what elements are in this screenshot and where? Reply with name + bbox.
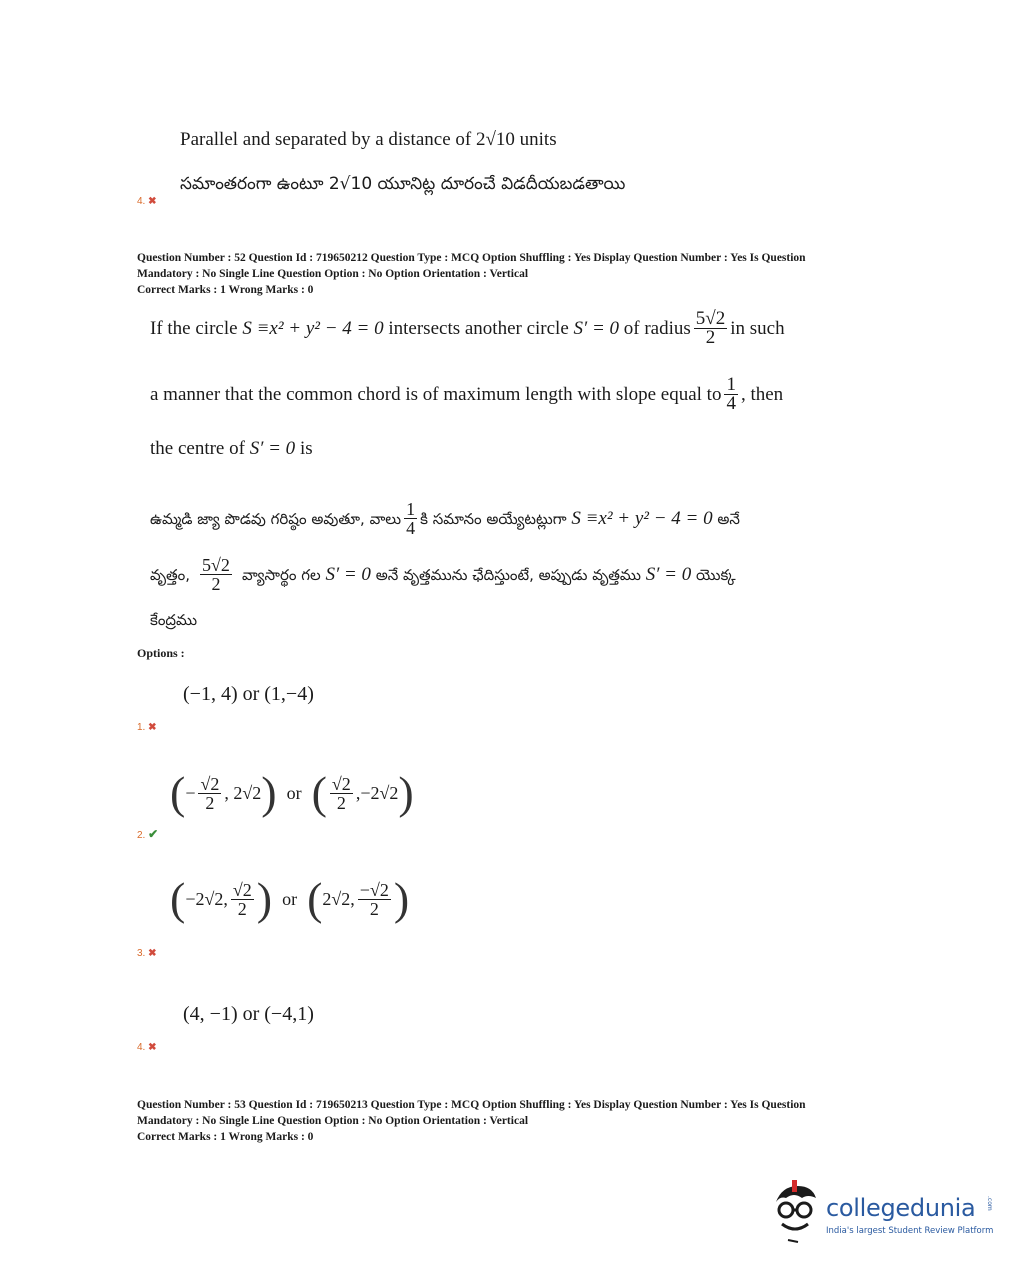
option-3-expression[interactable] — [170, 873, 410, 924]
option-part: ,−2√2 — [355, 782, 399, 803]
text-span: If the circle — [150, 317, 238, 339]
wrong-mark-icon: ✖ — [148, 722, 157, 733]
circle-sprime: S′ = 0 — [573, 317, 620, 339]
option-number-label: 4. — [137, 1042, 146, 1053]
option-part: 2√2, — [322, 888, 355, 909]
text-span: intersects another circle — [388, 317, 569, 339]
question-en-line-3 — [150, 437, 313, 461]
brand-tagline: India's largest Student Review Platform — [826, 1226, 994, 1236]
paren-left: ( — [307, 873, 323, 924]
option-fraction — [231, 881, 254, 918]
question-en-line-1 — [150, 310, 785, 347]
question-te-line-3: కేంద్రము — [150, 611, 198, 629]
question-52-meta — [137, 250, 897, 298]
fraction-numerator: −√2 — [359, 879, 389, 900]
text-span: of radius — [623, 317, 691, 339]
fraction-denominator: 2 — [205, 792, 215, 813]
slope-fraction — [724, 376, 738, 413]
fraction-numerator: √2 — [331, 773, 351, 794]
meta-line: Question Number : 52 Question Id : 719650212 Question Type : MCQ Option Shuffling : Yes Display Question Number : Yes Is Question — [137, 252, 806, 264]
option-part: −2√2, — [185, 888, 228, 909]
option-4-expression[interactable]: (4, −1) or (−4,1) — [183, 1003, 314, 1025]
text-span: ఉమ్మడి జ్యా పొడవు గరిష్ఠం అవుతూ, వాలు — [150, 509, 402, 528]
options-label: Options : — [137, 646, 185, 660]
option-number-label: 1. — [137, 722, 146, 733]
option-1-number — [137, 722, 157, 733]
text-span: వృత్తం, — [150, 565, 191, 584]
minus-sign: − — [185, 782, 196, 803]
meta-line: Correct Marks : 1 Wrong Marks : 0 — [137, 1131, 314, 1143]
question-53-meta — [137, 1097, 897, 1145]
meta-line: Correct Marks : 1 Wrong Marks : 0 — [137, 284, 314, 296]
paren-left: ( — [311, 767, 327, 818]
fraction-denominator: 2 — [705, 327, 716, 348]
or-label: or — [282, 888, 298, 909]
brand-name: collegedunia — [826, 1194, 976, 1222]
brand-suffix: .com — [986, 1196, 993, 1211]
paren-right: ) — [261, 767, 277, 818]
option-2-expression[interactable] — [170, 767, 414, 818]
wrong-mark-icon: ✖ — [148, 948, 157, 959]
collegedunia-logo — [768, 1180, 994, 1250]
option-1-expression[interactable]: (−1, 4) or (1,−4) — [183, 683, 314, 705]
fraction-denominator: 2 — [211, 574, 221, 594]
wrong-mark-icon: ✖ — [148, 1042, 157, 1053]
fraction-denominator: 2 — [369, 898, 379, 919]
radius-fraction — [694, 310, 727, 347]
correct-check-icon: ✔ — [148, 827, 159, 841]
fraction-numerator: 1 — [406, 499, 416, 519]
option-3-number — [137, 948, 157, 959]
fraction-numerator: √2 — [200, 773, 220, 794]
text-span: అనే వృత్తమును ఛేదిస్తుంటే, అప్పుడు వృత్తము — [375, 565, 641, 584]
text-span: the centre of — [150, 438, 245, 459]
meta-line: Mandatory : No Single Line Question Option : No Option Orientation : Vertical — [137, 1115, 529, 1127]
circle-sprime: S′ = 0 — [325, 563, 371, 585]
option-number-label: 4. — [137, 196, 146, 207]
meta-line: Mandatory : No Single Line Question Option : No Option Orientation : Vertical — [137, 268, 529, 280]
circle-equation: S ≡x² + y² − 4 = 0 — [242, 317, 384, 339]
text-span: అనే — [717, 509, 740, 528]
circle-sprime: S′ = 0 — [645, 563, 692, 585]
paren-right: ) — [393, 873, 410, 924]
fraction-numerator: √2 — [232, 879, 252, 900]
question-te-line-1 — [150, 500, 740, 537]
slope-fraction — [404, 500, 417, 537]
wrong-mark-icon: ✖ — [148, 196, 157, 207]
text-span: వ్యాసార్థం గల — [241, 565, 321, 584]
option-fraction — [198, 775, 221, 812]
fraction-numerator: 1 — [726, 374, 736, 395]
fraction-denominator: 2 — [336, 792, 346, 813]
option-fraction — [358, 881, 391, 918]
option-part: , 2√2 — [224, 782, 262, 803]
paren-left: ( — [170, 873, 186, 924]
text-span: యొక్క — [696, 565, 736, 584]
text-span: is — [299, 438, 313, 459]
text-span: in such — [730, 317, 785, 339]
fraction-denominator: 4 — [726, 393, 736, 414]
fraction-denominator: 2 — [237, 898, 247, 919]
or-label: or — [286, 782, 302, 803]
meta-line: Question Number : 53 Question Id : 719650213 Question Type : MCQ Option Shuffling : Yes Display Question Number : Yes Is Question — [137, 1099, 806, 1111]
text-span: కి సమానం అయ్యేటట్లుగా — [420, 509, 567, 528]
paren-right: ) — [398, 767, 414, 818]
prev-option-text-te: సమాంతరంగా ఉంటూ 2√10 యూనిట్ల దూరంచే విడదీయబడతాయి — [180, 174, 626, 194]
text-span: , then — [740, 383, 784, 405]
paren-right: ) — [256, 873, 273, 924]
option-2-number — [137, 827, 158, 841]
fraction-numerator: 5√2 — [202, 555, 230, 575]
question-te-line-2 — [150, 556, 736, 593]
fraction-denominator: 4 — [406, 518, 416, 538]
radius-fraction — [200, 556, 232, 593]
text-span: a manner that the common chord is of maximum length with slope equal to — [150, 383, 722, 405]
prev-option-text-en: Parallel and separated by a distance of 2√10 units — [180, 129, 557, 150]
mascot-icon — [768, 1180, 824, 1246]
paren-left: ( — [170, 767, 186, 818]
question-en-line-2 — [150, 376, 783, 413]
option-number-label: 2. — [137, 830, 146, 841]
circle-sprime: S′ = 0 — [249, 438, 296, 459]
prev-option-number — [137, 196, 157, 207]
option-4-number — [137, 1042, 157, 1053]
option-number-label: 3. — [137, 948, 146, 959]
option-fraction — [330, 775, 353, 812]
circle-equation: S ≡x² + y² − 4 = 0 — [571, 507, 713, 529]
fraction-numerator: 5√2 — [695, 308, 726, 329]
